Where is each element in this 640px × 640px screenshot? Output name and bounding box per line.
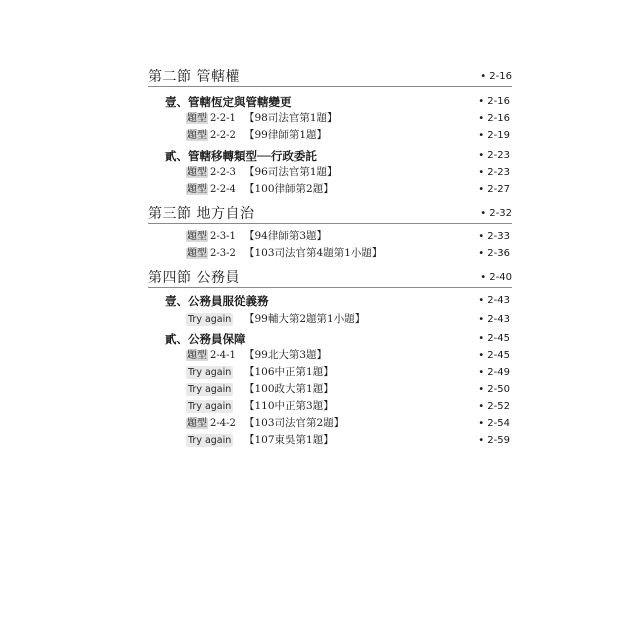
question-type-number: 2-2-3 [210,167,236,178]
entry-source: 【107東吳第1題】 [244,434,334,446]
page-number: • 2-54 [478,418,510,429]
heading-title: 貳、管轄移轉類型──行政委託 [165,149,317,163]
page-number: • 2-16 [478,96,510,107]
question-type-label [186,129,236,142]
page-number: • 2-40 [480,272,512,283]
page-number: • 2-43 [478,314,510,325]
question-type-label [186,112,236,125]
page-number: • 2-45 [478,333,510,344]
entry-source: 【98司法官第1題】 [244,112,338,124]
question-type-label [186,166,236,179]
entry-source: 【96司法官第1題】 [244,166,338,178]
question-type-number: 2-3-2 [210,248,236,259]
try-again-badge: Try again [188,367,232,378]
heading-title: 壹、管轄恆定與管轄變更 [165,95,292,109]
entry-source: 【106中正第1題】 [244,366,334,378]
question-type-mark: 題型 [187,113,207,124]
question-type-number: 2-4-2 [210,418,236,429]
toc-section[interactable] [148,68,512,87]
page-number: • 2-16 [478,113,510,124]
try-again-badge: Try again [188,314,232,325]
page-number: • 2-19 [478,130,510,141]
entry-source: 【103司法官第4題第1小題】 [244,247,383,259]
page-number: • 2-50 [478,384,510,395]
entry-source: 【99輔大第2題第1小題】 [244,313,366,325]
toc-section[interactable] [148,205,512,224]
heading-title: 貳、公務員保障 [165,332,246,346]
page-number: • 2-45 [478,350,510,361]
question-type-mark: 題型 [187,184,207,195]
page-number: • 2-27 [478,184,510,195]
page-number: • 2-43 [478,295,510,306]
question-type-number: 2-3-1 [210,231,236,242]
page-number: • 2-59 [478,435,510,446]
question-type-mark: 題型 [187,130,207,141]
entry-source: 【103司法官第2題】 [244,417,345,429]
question-type-number: 2-2-1 [210,113,236,124]
entry-source: 【94律師第3題】 [244,230,328,242]
question-type-mark: 題型 [187,350,207,361]
page-number: • 2-23 [478,167,510,178]
question-type-mark: 題型 [187,418,207,429]
question-type-number: 2-2-4 [210,184,236,195]
page-number: • 2-49 [478,367,510,378]
question-type-label [186,247,236,260]
section-title: 第四節 公務員 [148,270,240,286]
question-type-number: 2-4-1 [210,350,236,361]
heading-title: 壹、公務員服從義務 [165,294,269,308]
page-number: • 2-16 [480,71,512,82]
page-number: • 2-32 [480,208,512,219]
entry-source: 【100政大第1題】 [244,383,334,395]
question-type-label [186,349,236,362]
question-type-label [186,417,236,430]
page-number: • 2-33 [478,231,510,242]
question-type-mark: 題型 [187,231,207,242]
page-number: • 2-36 [478,248,510,259]
question-type-label [186,230,236,243]
try-again-badge: Try again [188,435,232,446]
page-number: • 2-23 [478,150,510,161]
question-type-mark: 題型 [187,248,207,259]
section-title: 第二節 管轄權 [148,69,240,85]
entry-source: 【99律師第1題】 [244,129,328,141]
question-type-mark: 題型 [187,167,207,178]
try-again-badge: Try again [188,401,232,412]
toc-section[interactable] [148,269,512,288]
entry-source: 【99北大第3題】 [244,349,328,361]
try-again-badge: Try again [188,384,232,395]
question-type-number: 2-2-2 [210,130,236,141]
entry-source: 【110中正第3題】 [244,400,334,412]
question-type-label [186,183,236,196]
section-title: 第三節 地方自治 [148,206,255,222]
page-number: • 2-52 [478,401,510,412]
entry-source: 【100律師第2題】 [244,183,334,195]
